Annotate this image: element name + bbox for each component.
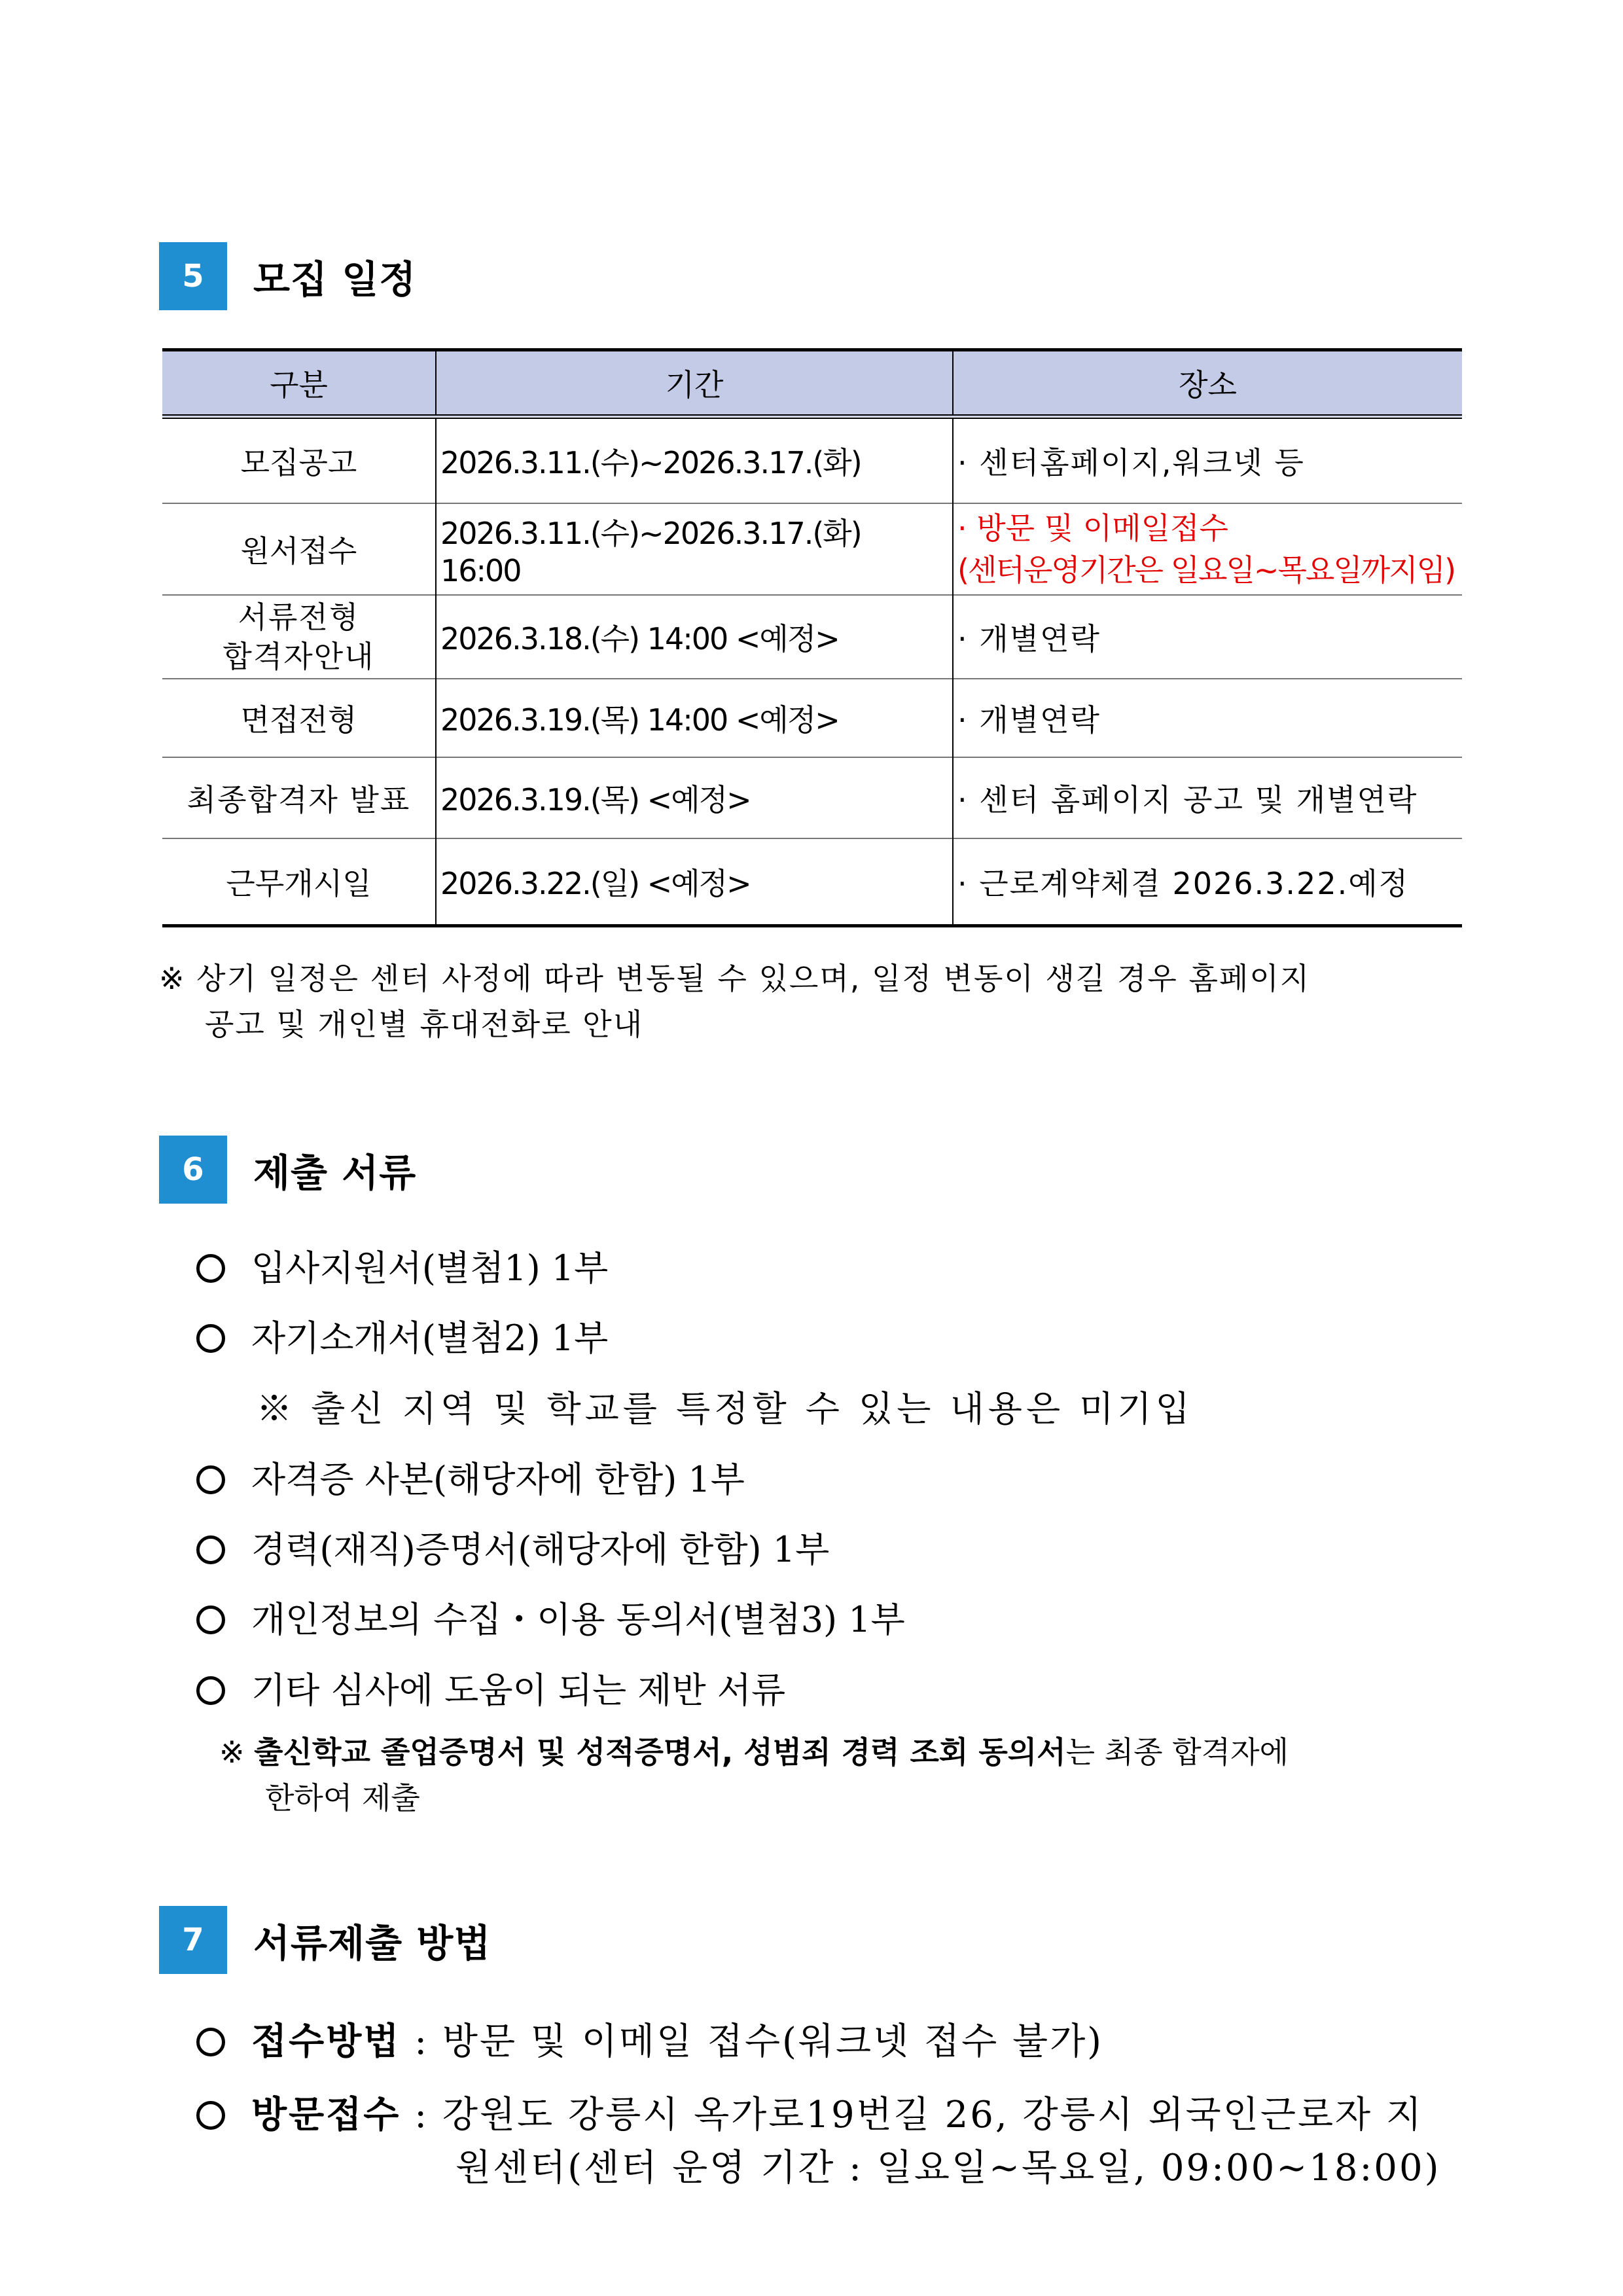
cell-place [953,503,1462,595]
cell-category: 근무개시일 [162,838,436,926]
note-line-2: 한하여 제출 [265,1780,420,1816]
method-item: 접수방법 : 방문 및 이메일 접수(워크넷 접수 불가) [196,2013,1103,2065]
cell-category: 원서접수 [162,503,436,595]
header-place: 장소 [953,350,1462,417]
list-item: 자기소개서(별첨2) 1부 [196,1310,608,1361]
note-bold-text: 출신학교 졸업증명서 및 성적증명서, 성범죄 경력 조회 동의서 [254,1734,1066,1770]
method-label: 방문접수 [251,2093,401,2136]
method-text: 방문 및 이메일 접수(워크넷 접수 불가) [442,2020,1104,2063]
cell-period: 2026.3.22.(일) <예정> [436,838,953,926]
cell-category [162,595,436,679]
table-row [162,757,1462,838]
method-text-continued: 원센터(센터 운영 기간 : 일요일~목요일, 09:00~18:00) [455,2147,1441,2189]
cell-place: · 센터홈페이지,워크넷 등 [953,417,1462,503]
table-row [162,595,1462,679]
section-title: 서류제출 방법 [253,1921,491,1965]
note-text: 는 최종 합격자에 [1065,1734,1289,1770]
header-period: 기간 [436,350,953,417]
circle-bullet-icon [196,1535,225,1564]
section-number: 6 [159,1136,227,1204]
circle-bullet-icon [196,2028,225,2056]
circle-bullet-icon [196,1605,225,1634]
cell-period: 2026.3.18.(수) 14:00 <예정> [436,595,953,679]
place-line-1: · 방문 및 이메일접수 [957,510,1228,546]
cell-period: 2026.3.11.(수)~2026.3.17.(화) 16:00 [436,503,953,595]
header-category: 구분 [162,350,436,417]
category-line-1: 서류전형 [238,599,360,635]
list-note: ※ 출신 지역 및 학교를 특정할 수 있는 내용은 미기입 [257,1388,1194,1429]
category-line-2: 합격자안내 [223,638,375,674]
circle-bullet-icon [196,1324,225,1353]
cell-place: · 개별연락 [953,595,1462,679]
method-label: 접수방법 [251,2020,401,2063]
method-item: 방문접수 : 강원도 강릉시 옥가로19번길 26, 강릉시 외국인근로자 지 [196,2086,1423,2138]
list-item: 자격증 사본(해당자에 한함) 1부 [196,1452,745,1502]
method-text: 강원도 강릉시 옥가로19번길 26, 강릉시 외국인근로자 지 [442,2094,1424,2136]
note-line-2: 공고 및 개인별 휴대전화로 안내 [205,1007,644,1042]
section-number: 7 [159,1906,227,1974]
table-row [162,838,1462,926]
list-item: 입사지원서(별첨1) 1부 [196,1240,608,1291]
cell-category: 모집공고 [162,417,436,503]
section-title: 제출 서류 [253,1151,417,1195]
circle-bullet-icon [196,1465,225,1494]
cell-period: 2026.3.19.(목) <예정> [436,757,953,838]
list-item: 경력(재직)증명서(해당자에 한함) 1부 [196,1522,829,1572]
cell-category: 면접전형 [162,679,436,757]
schedule-note [159,956,1474,1047]
cell-place: · 근로계약체결 2026.3.22.예정 [953,838,1462,926]
cell-place: · 센터 홈페이지 공고 및 개별연락 [953,757,1462,838]
list-item: 개인정보의 수집・이용 동의서(별첨3) 1부 [196,1592,905,1642]
list-item: 기타 심사에 도움이 되는 제반 서류 [196,1662,785,1713]
cell-category: 최종합격자 발표 [162,757,436,838]
table-row [162,679,1462,757]
circle-bullet-icon [196,1676,225,1705]
table-header-row [162,350,1462,417]
cell-period: 2026.3.19.(목) 14:00 <예정> [436,679,953,757]
note-line-1: ※ 상기 일정은 센터 사정에 따라 변동될 수 있으며, 일정 변동이 생길 경우 홈페이지 [159,961,1311,996]
cell-place: · 개별연락 [953,679,1462,757]
section-6-heading [159,1136,416,1204]
circle-bullet-icon [196,2101,225,2130]
section-number: 5 [159,242,227,310]
note-line-1: ※ 출신학교 졸업증명서 및 성적증명서, 성범죄 경력 조회 동의서는 최종 합격자에 [219,1734,1289,1770]
section-title: 모집 일정 [253,257,417,302]
table-row [162,417,1462,503]
table-row [162,503,1462,595]
place-line-2: (센터운영기간은 일요일~목요일까지임) [957,552,1455,588]
section-5-heading [159,242,416,310]
schedule-table [162,348,1462,927]
circle-bullet-icon [196,1254,225,1283]
cell-period: 2026.3.11.(수)~2026.3.17.(화) [436,417,953,503]
documents-note [219,1729,1476,1821]
section-7-heading [159,1906,491,1974]
